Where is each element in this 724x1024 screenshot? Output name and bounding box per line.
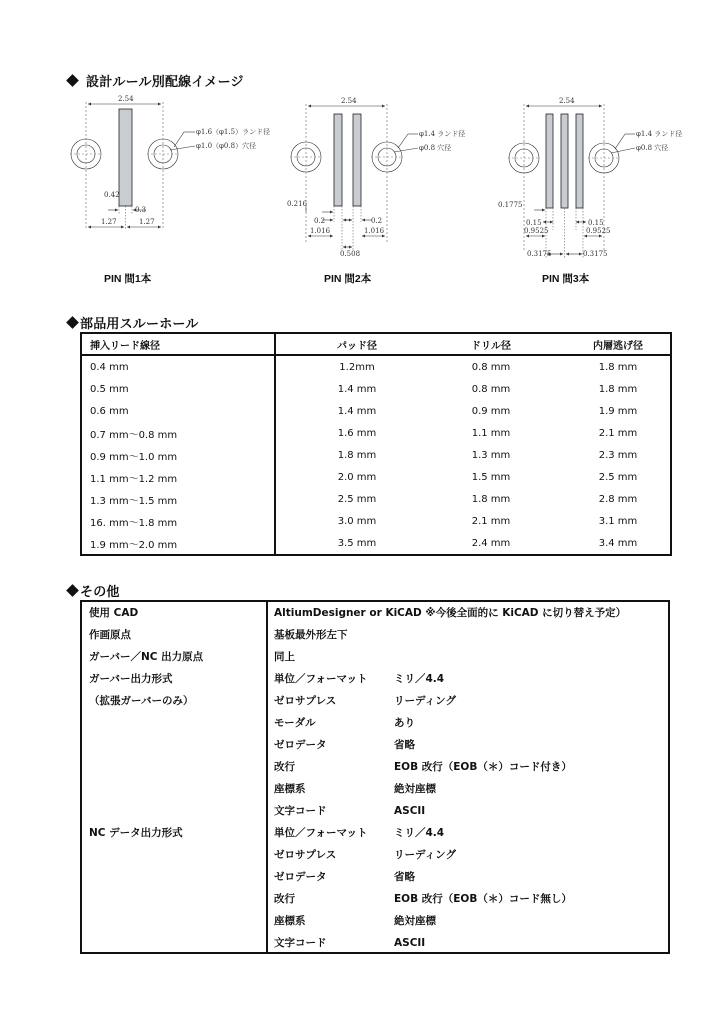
row-value: ASCII bbox=[394, 805, 426, 817]
table-cell: 2.0 mm bbox=[337, 471, 377, 483]
table-cell: 2.8 mm bbox=[598, 493, 638, 505]
table-cell: 1.4 mm bbox=[337, 405, 377, 417]
pin2-caption: PIN 間2本 bbox=[324, 273, 372, 285]
pin1-land-label: φ1.6（φ1.5）ランド径 bbox=[196, 128, 271, 136]
table-row bbox=[82, 910, 668, 932]
table-row bbox=[81, 444, 671, 466]
pin1-dim-d: 1.27 bbox=[139, 218, 155, 226]
row-value: EOB 改行（EOB（＊）コード付き） bbox=[394, 761, 572, 773]
row-item: ゼロデータ bbox=[274, 871, 327, 883]
table-cell: 16. mm～1.8 mm bbox=[81, 510, 275, 532]
table-cell: 1.8 mm bbox=[337, 449, 377, 461]
table-cell: 3.5 mm bbox=[337, 537, 377, 549]
row-item: AltiumDesigner or KiCAD ※今後全面的に KiCAD に切り替え予定） bbox=[274, 607, 627, 619]
table-cell: 1.8 mm bbox=[598, 383, 638, 395]
table-cell: 0.5 mm bbox=[81, 378, 275, 400]
table-cell: 0.8 mm bbox=[471, 383, 511, 395]
table-row bbox=[81, 422, 671, 444]
row-label: ガーバー／NC 出力原点 bbox=[89, 651, 204, 663]
table-row bbox=[81, 488, 671, 510]
pin3-pitch-label: 2.54 bbox=[559, 97, 575, 105]
table-cell: 1.6 mm bbox=[337, 427, 377, 439]
table-row bbox=[82, 800, 668, 822]
column-header: パッド径 bbox=[275, 333, 424, 355]
table-row bbox=[82, 822, 668, 844]
pin3-land-label: φ1.4 ランド径 bbox=[636, 130, 683, 138]
pin3-dim-d: 0.9525 bbox=[524, 227, 549, 235]
row-value: ミリ／4.4 bbox=[394, 673, 445, 685]
row-label: ガーバー出力形式 bbox=[89, 673, 173, 685]
row-label: NC データ出力形式 bbox=[89, 827, 183, 839]
pin3-dim-g: 0.3175 bbox=[583, 250, 608, 258]
table-row bbox=[82, 668, 668, 690]
pin3-hole-label: φ0.8 穴径 bbox=[636, 144, 669, 152]
row-item: 座標系 bbox=[274, 783, 306, 795]
row-value: ミリ／4.4 bbox=[394, 827, 445, 839]
pin3-dim-b: 0.15 bbox=[526, 219, 542, 227]
table-cell: 1.9 mm～2.0 mm bbox=[81, 532, 275, 555]
pin1-dim-c: 1.27 bbox=[101, 218, 117, 226]
table-cell: 1.3 mm bbox=[471, 449, 511, 461]
diamond-bullet-icon bbox=[66, 584, 79, 597]
row-item: 座標系 bbox=[274, 915, 306, 927]
row-item: 改行 bbox=[274, 761, 295, 773]
other-settings-table bbox=[80, 600, 670, 954]
table-cell: 0.8 mm bbox=[471, 361, 511, 373]
table-row bbox=[82, 646, 668, 668]
row-item: 改行 bbox=[274, 893, 295, 905]
row-label: 作画原点 bbox=[89, 629, 131, 641]
table-row bbox=[82, 690, 668, 712]
pin3-dim-e: 0.9525 bbox=[586, 227, 611, 235]
pin2-dim-c: 0.2 bbox=[371, 217, 383, 225]
pin2-dim-e: 1.016 bbox=[364, 227, 385, 235]
table-cell: 0.9 mm～1.0 mm bbox=[81, 444, 275, 466]
table-cell: 3.1 mm bbox=[598, 515, 638, 527]
table-row bbox=[81, 532, 671, 555]
pin2-hole-label: φ0.8 穴径 bbox=[419, 144, 452, 152]
row-item: 単位／フォーマット bbox=[274, 827, 368, 839]
section-heading-other: その他 bbox=[66, 581, 120, 600]
table-cell: 1.8 mm bbox=[598, 361, 638, 373]
table-cell: 3.0 mm bbox=[337, 515, 377, 527]
pin2-dim-f: 0.508 bbox=[340, 250, 361, 258]
column-header: 挿入リード線径 bbox=[81, 333, 275, 355]
pin2-dim-b: 0.2 bbox=[314, 217, 326, 225]
row-item: モーダル bbox=[274, 717, 316, 729]
table-cell: 2.1 mm bbox=[598, 427, 638, 439]
table-row bbox=[82, 624, 668, 646]
pin1-pitch-label: 2.54 bbox=[118, 95, 134, 103]
table-header-row bbox=[81, 333, 671, 355]
row-label: 使用 CAD bbox=[89, 607, 139, 619]
table-row bbox=[82, 866, 668, 888]
table-cell: 1.1 mm～1.2 mm bbox=[81, 466, 275, 488]
row-value: あり bbox=[394, 717, 415, 729]
row-item: 単位／フォーマット bbox=[274, 673, 368, 685]
section-heading-wiring: 設計ルール別配線イメージ bbox=[66, 71, 244, 90]
table-cell: 0.9 mm bbox=[471, 405, 511, 417]
pin1-caption: PIN 間1本 bbox=[104, 273, 152, 285]
row-item: 文字コード bbox=[274, 805, 327, 817]
table-cell: 0.6 mm bbox=[81, 400, 275, 422]
table-cell: 2.5 mm bbox=[598, 471, 638, 483]
table-cell: 2.4 mm bbox=[471, 537, 511, 549]
wiring-diagrams bbox=[0, 0, 724, 300]
table-cell: 2.1 mm bbox=[471, 515, 511, 527]
row-item: 文字コード bbox=[274, 937, 327, 949]
table-cell: 0.7 mm～0.8 mm bbox=[81, 422, 275, 444]
table-cell: 0.4 mm bbox=[81, 355, 275, 378]
pin2-dim-d: 1.016 bbox=[310, 227, 331, 235]
table-row bbox=[81, 378, 671, 400]
row-value: 省略 bbox=[394, 739, 415, 751]
pin3-caption: PIN 間3本 bbox=[542, 273, 590, 285]
table-cell: 1.5 mm bbox=[471, 471, 511, 483]
table-cell: 1.3 mm～1.5 mm bbox=[81, 488, 275, 510]
table-cell: 1.8 mm bbox=[471, 493, 511, 505]
diagram-pin3 bbox=[498, 97, 682, 258]
pin2-pitch-label: 2.54 bbox=[341, 97, 357, 105]
diagram-pin2 bbox=[287, 97, 465, 258]
pin1-dim-b: 0.3 bbox=[135, 206, 147, 214]
row-item: 同上 bbox=[274, 651, 295, 663]
table-row bbox=[82, 888, 668, 910]
row-value: ASCII bbox=[394, 937, 426, 949]
table-cell: 2.5 mm bbox=[337, 493, 377, 505]
column-header: 内層逃げ径 bbox=[558, 333, 671, 355]
column-header: ドリル径 bbox=[424, 333, 558, 355]
table-row bbox=[81, 355, 671, 378]
row-value: 省略 bbox=[394, 871, 415, 883]
row-item: ゼロサプレス bbox=[274, 849, 337, 861]
pin1-hole-label: φ1.0（φ0.8）穴径 bbox=[196, 142, 257, 150]
diamond-bullet-icon bbox=[66, 316, 79, 329]
row-value: 絶対座標 bbox=[394, 915, 436, 927]
section-heading-through-hole: 部品用スルーホール bbox=[66, 313, 199, 332]
pin3-dim-a: 0.1775 bbox=[498, 201, 523, 209]
diagram-pin1 bbox=[70, 95, 270, 230]
table-row bbox=[81, 400, 671, 422]
table-row bbox=[82, 778, 668, 800]
row-value: EOB 改行（EOB（＊）コード無し） bbox=[394, 893, 572, 905]
table-row bbox=[82, 712, 668, 734]
pin3-dim-f: 0.3175 bbox=[527, 250, 552, 258]
table-cell: 1.2mm bbox=[339, 361, 375, 373]
table-row bbox=[82, 844, 668, 866]
row-value: リーディング bbox=[394, 695, 456, 707]
pin3-dim-c: 0.15 bbox=[588, 219, 604, 227]
table-row bbox=[82, 734, 668, 756]
table-row bbox=[81, 510, 671, 532]
pin2-dim-a: 0.216 bbox=[287, 200, 308, 208]
row-value: 絶対座標 bbox=[394, 783, 436, 795]
table-cell: 1.1 mm bbox=[471, 427, 511, 439]
table-row bbox=[82, 932, 668, 954]
table-row bbox=[81, 466, 671, 488]
row-item: ゼロデータ bbox=[274, 739, 327, 751]
row-label: （拡張ガーバーのみ） bbox=[89, 695, 194, 707]
row-value: リーディング bbox=[394, 849, 456, 861]
row-item: 基板最外形左下 bbox=[274, 629, 348, 641]
pin2-land-label: φ1.4 ランド径 bbox=[419, 130, 466, 138]
table-cell: 1.4 mm bbox=[337, 383, 377, 395]
through-hole-table bbox=[80, 332, 672, 556]
table-row bbox=[82, 756, 668, 778]
row-item: ゼロサプレス bbox=[274, 695, 337, 707]
table-cell: 2.3 mm bbox=[598, 449, 638, 461]
pin1-dim-a: 0.42 bbox=[104, 191, 120, 199]
table-cell: 3.4 mm bbox=[598, 537, 638, 549]
table-row bbox=[82, 602, 668, 624]
table-cell: 1.9 mm bbox=[598, 405, 638, 417]
